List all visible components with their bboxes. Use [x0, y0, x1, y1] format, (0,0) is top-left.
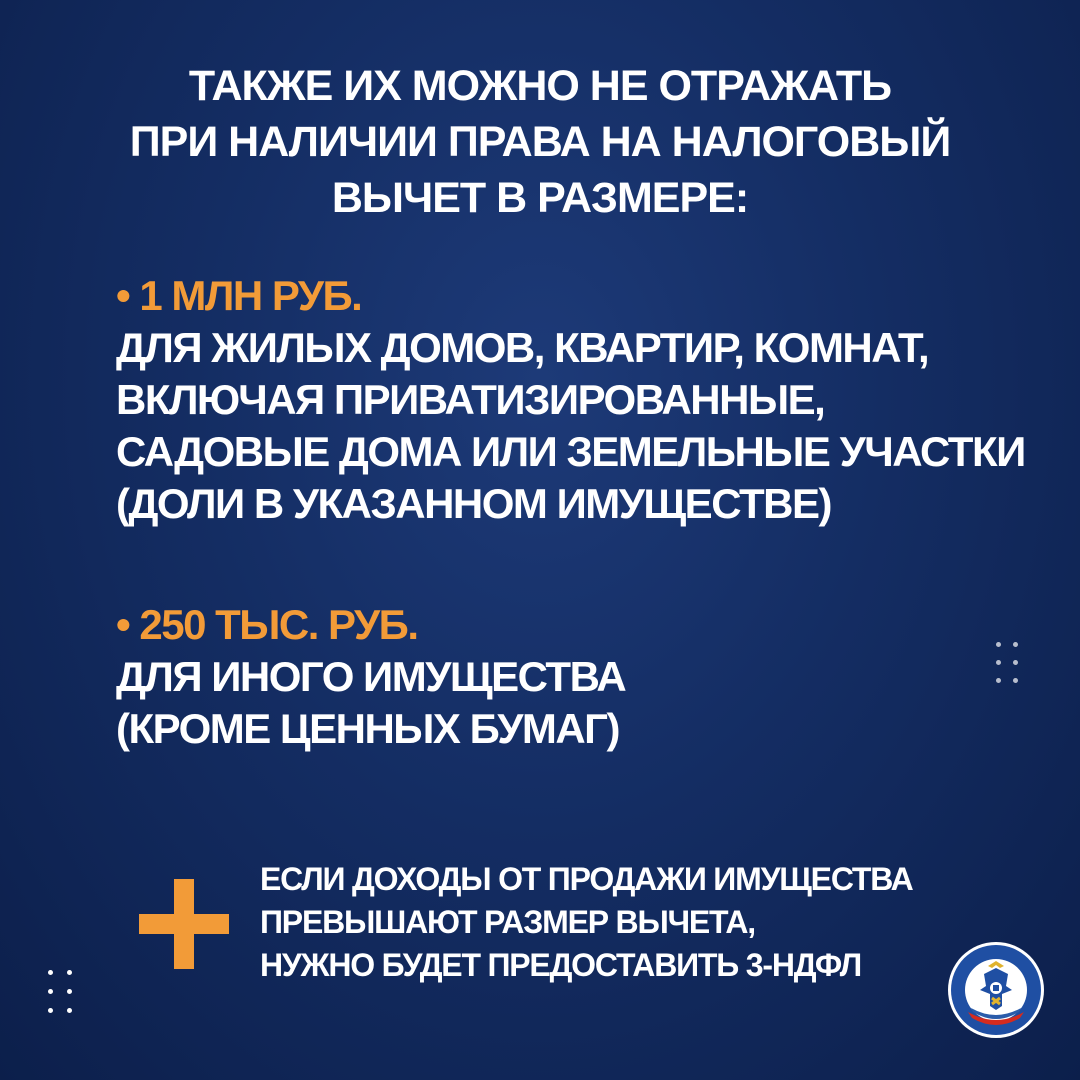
deduction-description-line: (ДОЛИ В УКАЗАННОМ ИМУЩЕСТВЕ): [116, 480, 831, 527]
page-title: [0, 58, 1080, 226]
title-line: ПРИ НАЛИЧИИ ПРАВА НА НАЛОГОВЫЙ: [129, 118, 951, 166]
dots-decoration-icon: [996, 642, 1026, 687]
deduction-description-line: ДЛЯ ИНОГО ИМУЩЕСТВА: [116, 653, 626, 700]
title-line: ТАКЖЕ ИХ МОЖНО НЕ ОТРАЖАТЬ: [188, 62, 892, 110]
deduction-description-line: (КРОМЕ ЦЕННЫХ БУМАГ): [116, 705, 619, 752]
deduction-description-line: САДОВЫЕ ДОМА ИЛИ ЗЕМЕЛЬНЫЕ УЧАСТКИ: [116, 428, 1025, 475]
note-line: НУЖНО БУДЕТ ПРЕДОСТАВИТЬ 3-НДФЛ: [260, 947, 862, 983]
fns-emblem-icon: [946, 940, 1046, 1040]
note-text: [260, 858, 913, 987]
note-line: ПРЕВЫШАЮТ РАЗМЕР ВЫЧЕТА,: [260, 904, 755, 940]
title-line: ВЫЧЕТ В РАЗМЕРЕ:: [331, 174, 749, 222]
deduction-description-line: ДЛЯ ЖИЛЫХ ДОМОВ, КВАРТИР, КОМНАТ,: [116, 324, 929, 371]
deduction-amount: • 250 ТЫС. РУБ.: [116, 601, 418, 648]
deduction-description-line: ВКЛЮЧАЯ ПРИВАТИЗИРОВАННЫЕ,: [116, 376, 825, 423]
deduction-item-1mln: [116, 270, 1025, 530]
plus-icon: [139, 879, 229, 969]
deduction-amount: • 1 МЛН РУБ.: [116, 272, 362, 319]
deduction-item-250k: [116, 599, 625, 755]
note-line: ЕСЛИ ДОХОДЫ ОТ ПРОДАЖИ ИМУЩЕСТВА: [260, 861, 913, 897]
dots-decoration-icon: [46, 970, 76, 1015]
